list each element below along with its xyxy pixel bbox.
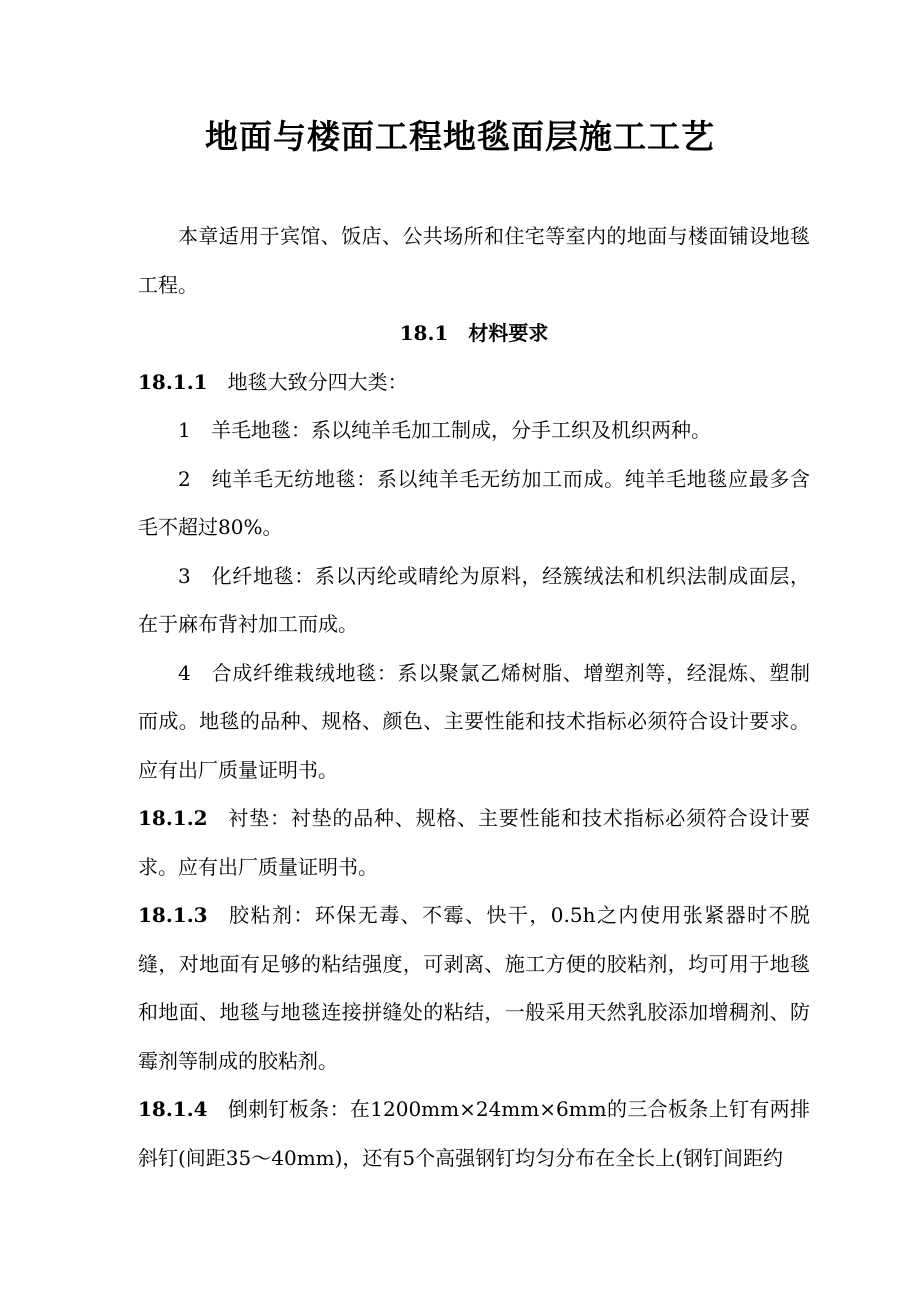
item-text: 合成纤维栽绒地毯：系以聚氯乙烯树脂、增塑剂等，经混炼、塑制而成。地毯的品种、规格、颜色、主要性能和技术指标必须符合设计要求。应有出厂质量证明书。 bbox=[138, 660, 810, 782]
clause-number: 18.1.3 bbox=[138, 903, 208, 927]
clause-text: 地毯大致分四大类： bbox=[227, 369, 408, 394]
item-text: 化纤地毯：系以丙纶或晴纶为原料，经簇绒法和机织法制成面层，在于麻布背衬加工而成。 bbox=[138, 563, 810, 636]
clause-18-1-3 bbox=[138, 891, 810, 1085]
item-number: 4 bbox=[178, 660, 191, 685]
section-heading bbox=[138, 309, 810, 358]
clause-18-1-4 bbox=[138, 1085, 810, 1182]
clause-number: 18.1.4 bbox=[138, 1097, 208, 1121]
item-number: 1 bbox=[178, 418, 191, 442]
section-title: 材料要求 bbox=[468, 321, 549, 345]
clause-number: 18.1.1 bbox=[138, 369, 208, 394]
clause-text: 衬垫：衬垫的品种、规格、主要性能和技术指标必须符合设计要求。应有出厂质量证明书。 bbox=[138, 806, 810, 879]
item-text: 纯羊毛无纺地毯：系以纯羊毛无纺加工而成。纯羊毛地毯应最多含毛不超过80%。 bbox=[138, 466, 810, 539]
item-number: 3 bbox=[178, 563, 191, 588]
list-item-1 bbox=[138, 406, 810, 455]
intro-paragraph: 本章适用于宾馆、饭店、公共场所和住宅等室内的地面与楼面铺设地毯工程。 bbox=[138, 224, 810, 297]
list-item-3 bbox=[138, 552, 810, 649]
clause-text: 胶粘剂：环保无毒、不霉、快干，0.5h之内使用张紧器时不脱缝，对地面有足够的粘结强度，可剥离、施工方便的胶粘剂，均可用于地毯和地面、地毯与地毯连接拼缝处的粘结，一般采用天然乳胶添加增稠剂、防霉剂等制成的胶粘剂。 bbox=[138, 903, 810, 1073]
document-title: 地面与楼面工程地毯面层施工工艺 bbox=[205, 117, 715, 156]
item-text: 羊毛地毯：系以纯羊毛加工制成，分手工织及机织两种。 bbox=[211, 418, 711, 442]
clause-18-1-2 bbox=[138, 794, 810, 891]
clause-number: 18.1.2 bbox=[138, 806, 208, 830]
list-item-4 bbox=[138, 649, 810, 795]
document-body bbox=[138, 212, 810, 1182]
section-number: 18.1 bbox=[399, 321, 449, 345]
item-number: 2 bbox=[178, 466, 191, 491]
list-item-2 bbox=[138, 455, 810, 552]
clause-text: 倒刺钉板条：在1200mm×24mm×6mm的三合板条上钉有两排斜钉(间距35～40mm)，还有5个高强钢钉均匀分布在全长上(钢钉间距约 bbox=[138, 1097, 810, 1170]
clause-18-1-1 bbox=[138, 358, 810, 407]
